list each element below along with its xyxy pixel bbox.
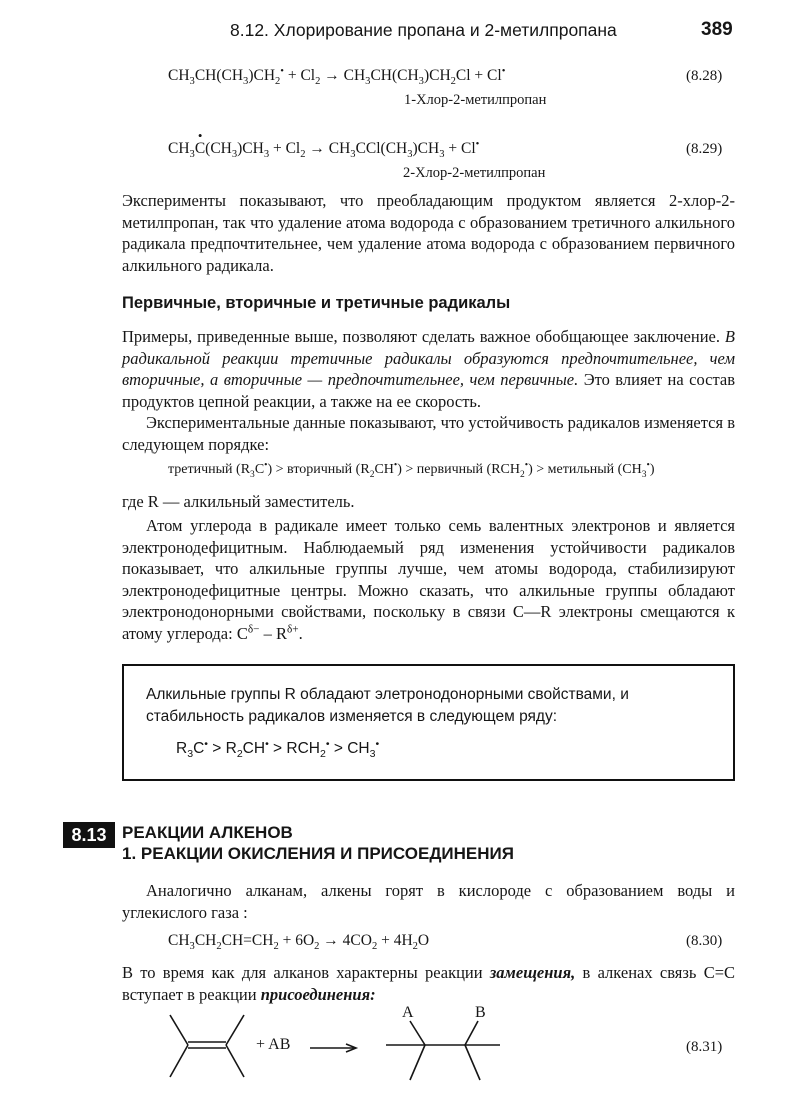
paragraph-alkene-combustion: Аналогично алканам, алкены горят в кислороде с образованием воды и углекислого газа :: [122, 881, 735, 922]
paragraph-generalization: Примеры, приведенные выше, позволяют сделать важное обобщающее заключение. В радикальной реакции третичные радикалы образуются предпочтительнее, чем вторичные, а вторичные — предпочтительнее, чем первичные. Это влияет на состав продуктов цепной реакции, а также на ее скорость.: [122, 327, 735, 411]
equation-number-8-28: (8.28): [686, 68, 723, 84]
alkene-bond-upper-right: [226, 1015, 244, 1045]
summary-box-text: Алкильные группы R обладают элетронодонорными свойствами, и стабильность радикалов изменяется в следующем ряду:: [146, 686, 629, 725]
section-number-badge: 8.13: [63, 822, 115, 848]
equation-number-8-31: (8.31): [686, 1039, 723, 1055]
equation-8-31-diagram: [150, 1005, 530, 1095]
equation-8-30: $CH_3CH_2CH=CH_2 + 6O_2 \to 4CO_2 + 4H_2O$: [168, 932, 430, 953]
equation-8-28: $CH_3CH(CH_3)CH_2^• + Cl_2 \to CH_3CH(CH_3)CH_2Cl + Cl^•$: [168, 65, 506, 88]
alkene-bond-lower-left: [170, 1045, 188, 1077]
substituent-label-b: B: [475, 1004, 486, 1021]
product-name-8-28: 1-Хлор-2-метилпропан: [404, 92, 547, 108]
radical-dot: •: [197, 128, 203, 143]
summary-box-formula: $R_3C^• > R_2CH^• > RCH_2^• > CH_3^•$: [176, 737, 380, 761]
equation-8-29: $CH_3C$ • $(CH_3)CH_3 + Cl_2 \to CH_3CCl(CH_3)CH_3 + Cl^•$: [168, 128, 480, 161]
stability-order: третичный $(R_3C^•)$ > вторичный $(R_2CH^•)$ > первичный $(RCH_2^•)$ > метильный $(CH_3^•)$: [168, 460, 655, 480]
paragraph-r-definition: где R — алкильный заместитель.: [122, 492, 355, 511]
paragraph-electron-deficient: Атом углерода в радикале имеет только семь валентных электронов и является электронодефицитным. Наблюдаемый ряд изменения устойчивости радикалов показывает, что алкильные группы лучше, чем атомы водорода, стабилизируют электронодефицитные центры. Можно сказать, что алкильные группы обладают электронодонорными свойствами, поскольку в связи C—R электроны смещаются к атому углерода: $C^{\delta-} - R^{\delta+}$.: [122, 516, 735, 643]
paragraph-stability: Экспериментальные данные показывают, что устойчивость радикалов изменяется в следующем порядке:: [122, 413, 735, 454]
paragraph-experiments: Эксперименты показывают, что преобладающим продуктом является 2-хлор-2-метилпропан, так что удаление атома водорода с образованием третичного алкильного радикала предпочтительнее, чем удаление атома водорода с образованием первичного алкильного радикала.: [122, 191, 735, 275]
running-header-title: 8.12. Хлорирование пропана и 2-метилпропана: [230, 20, 617, 40]
product-bond-lower-right: [465, 1045, 480, 1080]
equation-number-8-30: (8.30): [686, 933, 723, 949]
paragraph-addition: В то время как для алканов характерны реакции замещения, в алкенах связь C=C вступает в реакции присоединения:: [122, 963, 736, 1004]
product-bond-lower-left: [410, 1045, 425, 1080]
alkene-bond-lower-right: [226, 1045, 244, 1077]
alkene-bond-upper-left: [170, 1015, 188, 1045]
product-bond-a: [410, 1021, 425, 1045]
reagent-label: + AB: [256, 1036, 291, 1053]
substituent-label-a: A: [402, 1004, 414, 1021]
page-number: 389: [701, 19, 733, 40]
product-bond-b: [465, 1021, 478, 1045]
equation-number-8-29: (8.29): [686, 141, 723, 157]
product-name-8-29: 2-Хлор-2-метилпропан: [403, 165, 546, 181]
heading-radicals: Первичные, вторичные и третичные радикалы: [122, 294, 511, 312]
section-title: РЕАКЦИИ АЛКЕНОВ 1. РЕАКЦИИ ОКИСЛЕНИЯ И ПРИСОЕДИНЕНИЯ: [122, 823, 514, 863]
